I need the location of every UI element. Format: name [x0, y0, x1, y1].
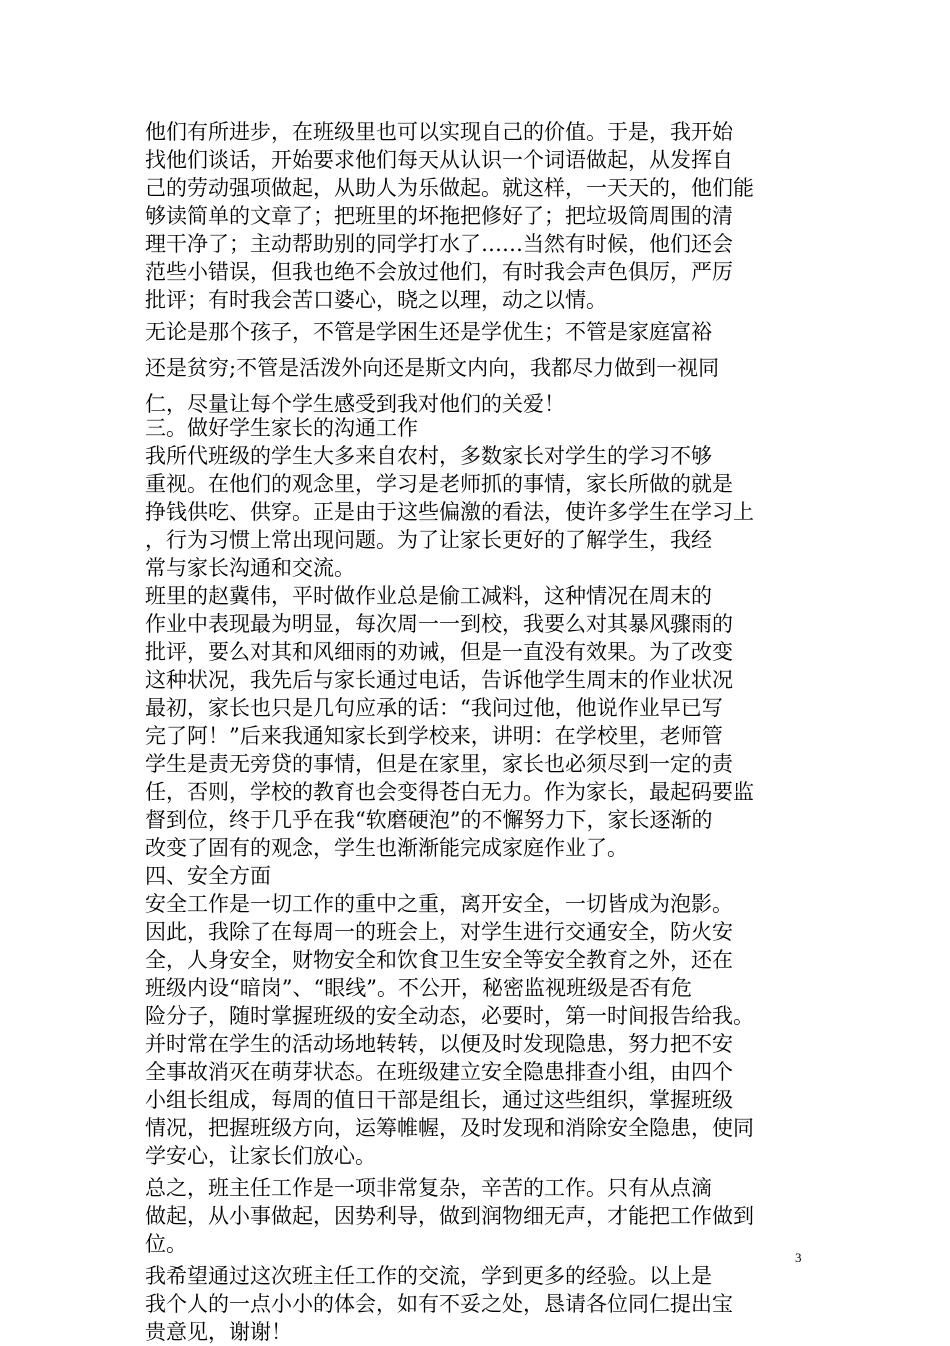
text-line: 批评，要么对其和风细雨的劝诫，但是一直没有效果。为了改变 — [145, 640, 733, 664]
text-line: 因此，我除了在每周一的班会上，对学生进行交通安全，防火安 — [145, 920, 733, 944]
text-line: 小组长组成，每周的值日干部是组长，通过这些组织，掌握班级 — [145, 1088, 733, 1112]
text-line: 位。 — [145, 1232, 187, 1256]
text-line: 安全工作是一切工作的重中之重，离开安全，一切皆成为泡影。 — [145, 892, 733, 916]
text-line: 班里的赵冀伟，平时做作业总是偷工减料，这种情况在周末的 — [145, 584, 712, 608]
text-line: 总之，班主任工作是一项非常复杂，辛苦的工作。只有从点滴 — [145, 1176, 712, 1200]
text-line: 险分子，随时掌握班级的安全动态，必要时，第一时间报告给我。 — [145, 1004, 754, 1028]
text-line: 学生是责无旁贷的事情，但是在家里，家长也必须尽到一定的责 — [145, 752, 733, 776]
text-line: 学安心，让家长们放心。 — [145, 1144, 376, 1168]
text-line: 己的劳动强项做起，从助人为乐做起。就这样，一天天的，他们能 — [145, 176, 754, 200]
text-line: 并时常在学生的活动场地转转，以便及时发现隐患，努力把不安 — [145, 1032, 733, 1056]
text-line: ，行为习惯上常出现问题。为了让家长更好的了解学生，我经 — [145, 528, 712, 552]
text-line: 范些小错误，但我也绝不会放过他们，有时我会声色俱厉，严厉 — [145, 260, 733, 284]
text-line: 任，否则，学校的教育也会变得苍白无力。作为家长，最起码要监 — [145, 780, 754, 804]
text-line: 贵意见，谢谢！ — [145, 1320, 292, 1344]
text-line: 仁，尽量让每个学生感受到我对他们的关爱！ — [145, 392, 565, 416]
text-line: 完了阿！”后来我通知家长到学校来，讲明：在学校里，老师管 — [145, 724, 723, 748]
text-line: 挣钱供吃、供穿。正是由于这些偏激的看法，使许多学生在学习上 — [145, 500, 754, 524]
text-line: 找他们谈话，开始要求他们每天从认识一个词语做起，从发挥自 — [145, 148, 733, 172]
text-line: 理干净了；主动帮助别的同学打水了……当然有时候，他们还会 — [145, 232, 733, 256]
section-heading: 三。做好学生家长的沟通工作 — [145, 416, 418, 440]
text-line: 常与家长沟通和交流。 — [145, 556, 355, 580]
text-line: 班级内设“暗岗”、“眼线”。不公开，秘密监视班级是否有危 — [145, 976, 692, 1000]
text-line: 做起，从小事做起，因势利导，做到润物细无声，才能把工作做到 — [145, 1204, 754, 1228]
text-line: 够读简单的文章了；把班里的坏拖把修好了；把垃圾筒周围的清 — [145, 204, 733, 228]
text-line: 他们有所进步，在班级里也可以实现自己的价值。于是，我开始 — [145, 120, 733, 144]
text-line: 批评；有时我会苦口婆心，晓之以理，动之以情。 — [145, 288, 607, 312]
text-line: 无论是那个孩子，不管是学困生还是学优生；不管是家庭富裕 — [145, 320, 712, 344]
text-line: 还是贫穷;不管是活泼外向还是斯文内向，我都尽力做到一视同 — [145, 356, 720, 380]
text-line: 我希望通过这次班主任工作的交流，学到更多的经验。以上是 — [145, 1264, 712, 1288]
text-line: 我个人的一点小小的体会，如有不妥之处，恳请各位同仁提出宝 — [145, 1292, 733, 1316]
text-line: 重视。在他们的观念里，学习是老师抓的事情，家长所做的就是 — [145, 472, 733, 496]
section-heading: 四、安全方面 — [145, 864, 271, 888]
text-line: 督到位，终于几乎在我“软磨硬泡”的不懈努力下，家长逐渐的 — [145, 808, 713, 832]
text-line: 全事故消灭在萌芽状态。在班级建立安全隐患排查小组，由四个 — [145, 1060, 733, 1084]
text-line: 这种状况，我先后与家长通过电话，告诉他学生周末的作业状况 — [145, 668, 733, 692]
text-line: 全，人身安全，财物安全和饮食卫生安全等安全教育之外，还在 — [145, 948, 733, 972]
text-line: 情况，把握班级方向，运筹帷幄，及时发现和消除安全隐患，使同 — [145, 1116, 754, 1140]
text-line: 改变了固有的观念，学生也渐渐能完成家庭作业了。 — [145, 836, 628, 860]
text-line: 作业中表现最为明显，每次周一一到校，我要么对其暴风骤雨的 — [145, 612, 733, 636]
page-number: 3 — [795, 1250, 802, 1265]
text-line: 最初，家长也只是几句应承的话：“我问过他，他说作业早已写 — [145, 696, 723, 720]
text-line: 我所代班级的学生大多来自农村，多数家长对学生的学习不够 — [145, 444, 712, 468]
